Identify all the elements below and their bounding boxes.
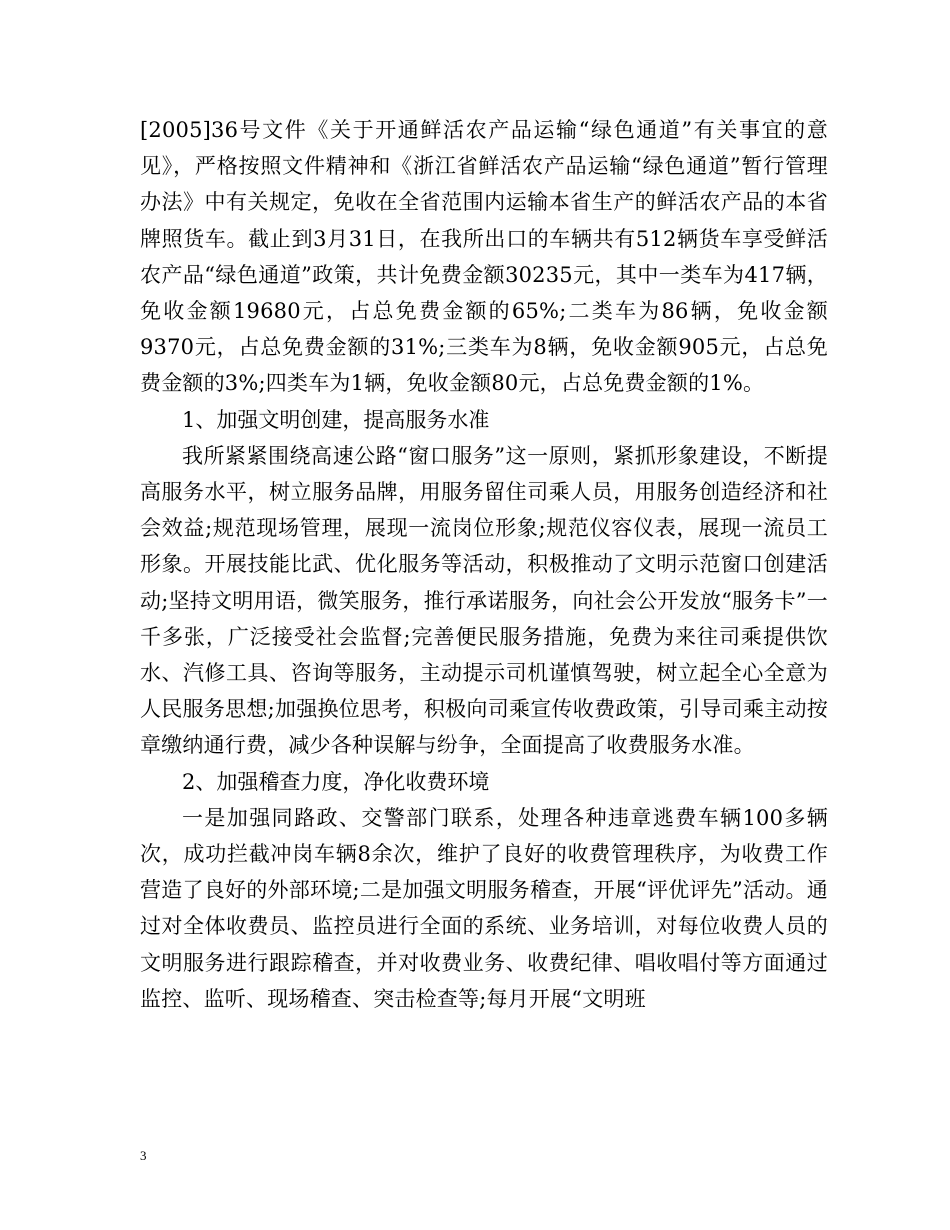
- paragraph-service-level: 我所紧紧围绕高速公路“窗口服务”这一原则，紧抓形象建设，不断提高服务水平，树立服务品牌，用服务留住司乘人员，用服务创造经济和社会效益;规范现场管理，展现一流岗位形象;规范仪容仪表，展现一流员工形象。开展技能比武、优化服务等活动，积极推动了文明示范窗口创建活动;坚持文明用语，微笑服务，推行承诺服务，向社会公开发放“服务卡”一千多张，广泛接受社会监督;完善便民服务措施，免费为来往司乘提供饮水、汽修工具、咨询等服务，主动提示司机谨慎驾驶，树立起全心全意为人民服务思想;加强换位思考，积极向司乘宣传收费政策，引导司乘主动按章缴纳通行费，减少各种误解与纷争，全面提高了收费服务水准。: [140, 443, 828, 758]
- section-heading-inspection: 2、加强稽查力度，净化收费环境: [182, 769, 490, 794]
- page-number: 3: [140, 1148, 147, 1163]
- paragraph-inspection-details: 一是加强同路政、交警部门联系，处理各种违章逃费车辆100多辆次，成功拦截冲岗车辆8余次，维护了良好的收费管理秩序，为收费工作营造了良好的外部环境;二是加强文明服务稽查，开展“评优评先”活动。通过对全体收费员、监控员进行全面的系统、业务培训，对每位收费人员的文明服务进行跟踪稽查，并对收费业务、收费纪律、唱收唱付等方面通过监控、监听、现场稽查、突击检查等;每月开展“文明班: [140, 805, 828, 1011]
- document-page: [140, 112, 828, 1017]
- section-heading-civilization: 1、加强文明创建，提高服务水准: [182, 407, 490, 432]
- paragraph-green-channel-policy: [2005]36号文件《关于开通鲜活农产品运输“绿色通道”有关事宜的意见》，严格按照文件精神和《浙江省鲜活农产品运输“绿色通道”暂行管理办法》中有关规定，免收在全省范围内运输本省生产的鲜活农产品的本省牌照货车。截止到3月31日，在我所出口的车辆共有512辆货车享受鲜活农产品“绿色通道”政策，共计免费金额30235元，其中一类车为417辆，免收金额19680元，占总免费金额的65%;二类车为86辆，免收金额9370元，占总免费金额的31%;三类车为8辆，免收金额905元，占总免费金额的3%;四类车为1辆，免收金额80元，占总免费金额的1%。: [140, 118, 828, 396]
